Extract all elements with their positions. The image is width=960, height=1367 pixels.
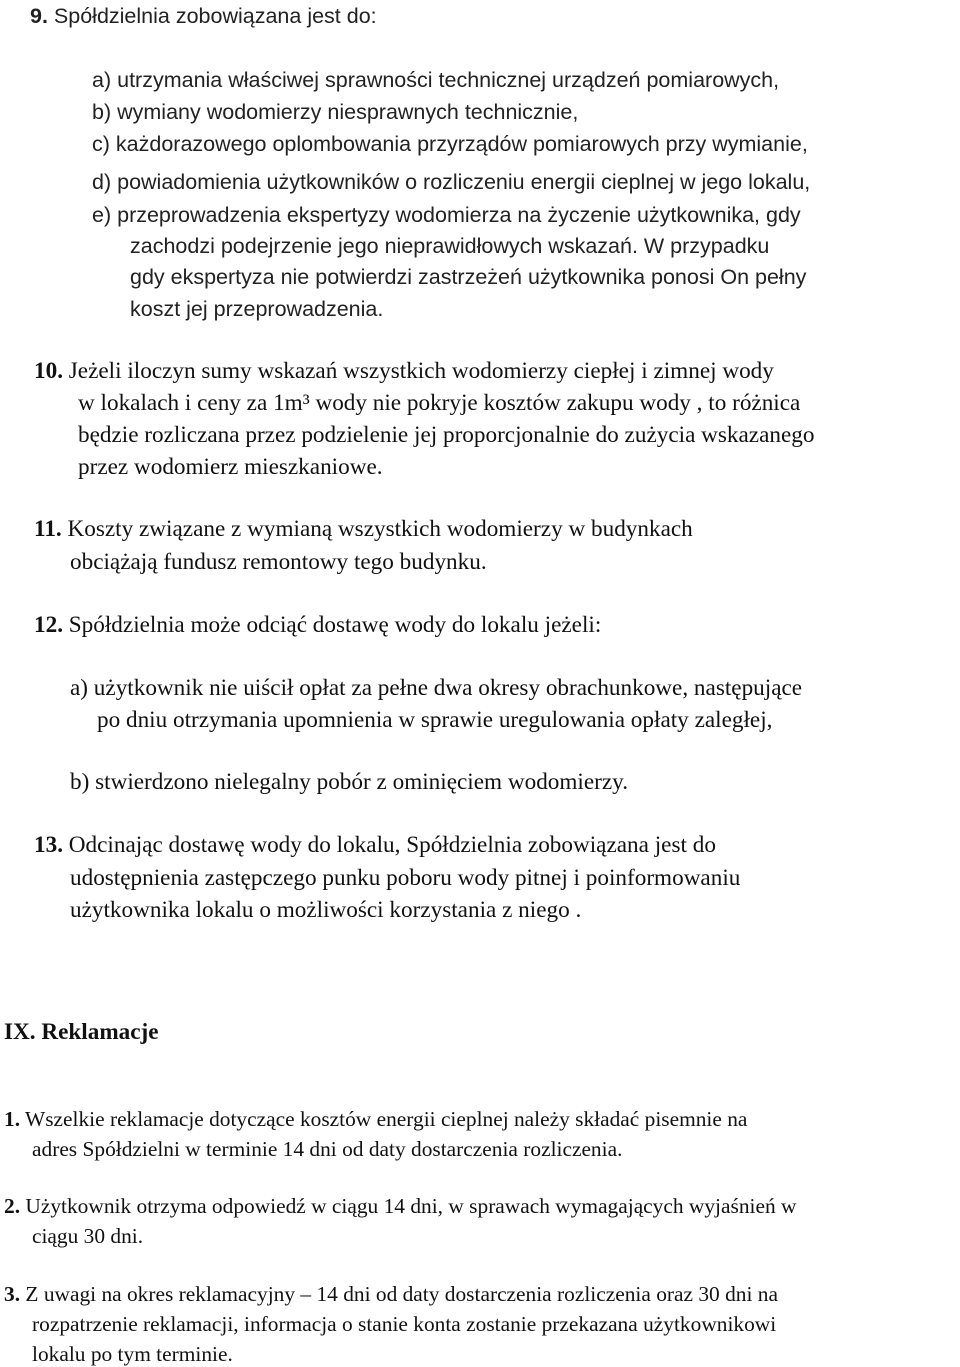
paragraph-11: 11. Koszty związane z wymianą wszystkich wodomierzy w budynkach	[34, 516, 693, 542]
paragraph-text: Spółdzielnia zobowiązana jest do:	[53, 4, 377, 28]
paragraph-13: 13. Odcinając dostawę wody do lokalu, Spółdzielnia zobowiązana jest do	[34, 832, 716, 858]
paragraph-10-line: będzie rozliczana przez podzielenie jej proporcjonalnie do zużycia wskazanego	[78, 422, 815, 448]
paragraph-11-line: obciążają fundusz remontowy tego budynku.	[70, 549, 487, 575]
complaint-2: 2. Użytkownik otrzyma odpowiedź w ciągu 14 dni, w sprawach wymagających wyjaśnień w	[4, 1194, 797, 1218]
paragraph-number: 1.	[4, 1107, 21, 1131]
list-item-e-line: zachodzi podejrzenie jego nieprawidłowych wskazań. W przypadku	[130, 234, 770, 258]
paragraph-12-item-a-line: po dniu otrzymania upomnienia w sprawie uregulowania opłaty zaległej,	[97, 707, 773, 733]
complaint-1: 1. Wszelkie reklamacje dotyczące kosztów energii cieplnej należy składać pisemnie na	[4, 1107, 748, 1131]
list-item-c: c) każdorazowego oplombowania przyrządów pomiarowych przy wymianie,	[92, 132, 808, 156]
paragraph-number: 10.	[34, 358, 63, 384]
list-item-d: d) powiadomienia użytkowników o rozliczeniu energii cieplnej w jego lokalu,	[92, 170, 811, 194]
list-item-b: b) wymiany wodomierzy niesprawnych technicznie,	[92, 100, 579, 124]
paragraph-10: 10. Jeżeli iloczyn sumy wskazań wszystkich wodomierzy ciepłej i zimnej wody	[34, 358, 774, 384]
paragraph-12-item-b: b) stwierdzono nielegalny pobór z ominięciem wodomierzy.	[70, 769, 629, 795]
paragraph-number: 12.	[34, 612, 63, 638]
paragraph-13-line: udostępnienia zastępczego punku poboru wody pitnej i poinformowaniu	[70, 865, 741, 891]
list-item-e-line: gdy ekspertyza nie potwierdzi zastrzeżeń użytkownika ponosi On pełny	[130, 265, 807, 289]
list-item-a: a) utrzymania właściwej sprawności technicznej urządzeń pomiarowych,	[92, 68, 780, 92]
paragraph-13-line: użytkownika lokalu o możliwości korzystania z niego .	[70, 897, 582, 923]
paragraph-9-heading	[30, 6, 377, 28]
paragraph-number: 3.	[4, 1282, 21, 1306]
paragraph-12-heading: 12. Spółdzielnia może odciąć dostawę wody do lokalu jeżeli:	[34, 612, 602, 638]
complaint-3-line: lokalu po tym terminie.	[32, 1342, 233, 1366]
complaint-2-line: ciągu 30 dni.	[32, 1224, 144, 1248]
paragraph-number: 9.	[30, 4, 48, 28]
paragraph-12-item-a: a) użytkownik nie uiścił opłat za pełne dwa okresy obrachunkowe, następujące	[70, 675, 803, 701]
list-item-e: e) przeprowadzenia ekspertyzy wodomierza na życzenie użytkownika, gdy	[92, 203, 801, 227]
list-item-e-line: koszt jej przeprowadzenia.	[130, 297, 384, 321]
complaint-1-line: adres Spółdzielni w terminie 14 dni od daty dostarczenia rozliczenia.	[32, 1137, 623, 1161]
paragraph-number: 2.	[4, 1194, 21, 1218]
complaint-3: 3. Z uwagi na okres reklamacyjny – 14 dni od daty dostarczenia rozliczenia oraz 30 dni na	[4, 1282, 778, 1306]
paragraph-10-line: przez wodomierz mieszkaniowe.	[78, 454, 383, 480]
paragraph-number: 13.	[34, 832, 63, 858]
paragraph-number: 11.	[34, 516, 62, 542]
section-ix-heading: IX. Reklamacje	[4, 1019, 159, 1045]
complaint-3-line: rozpatrzenie reklamacji, informacja o stanie konta zostanie przekazana użytkownikowi	[32, 1312, 777, 1336]
paragraph-10-line: w lokalach i ceny za 1m³ wody nie pokryje kosztów zakupu wody , to różnica	[78, 390, 801, 416]
